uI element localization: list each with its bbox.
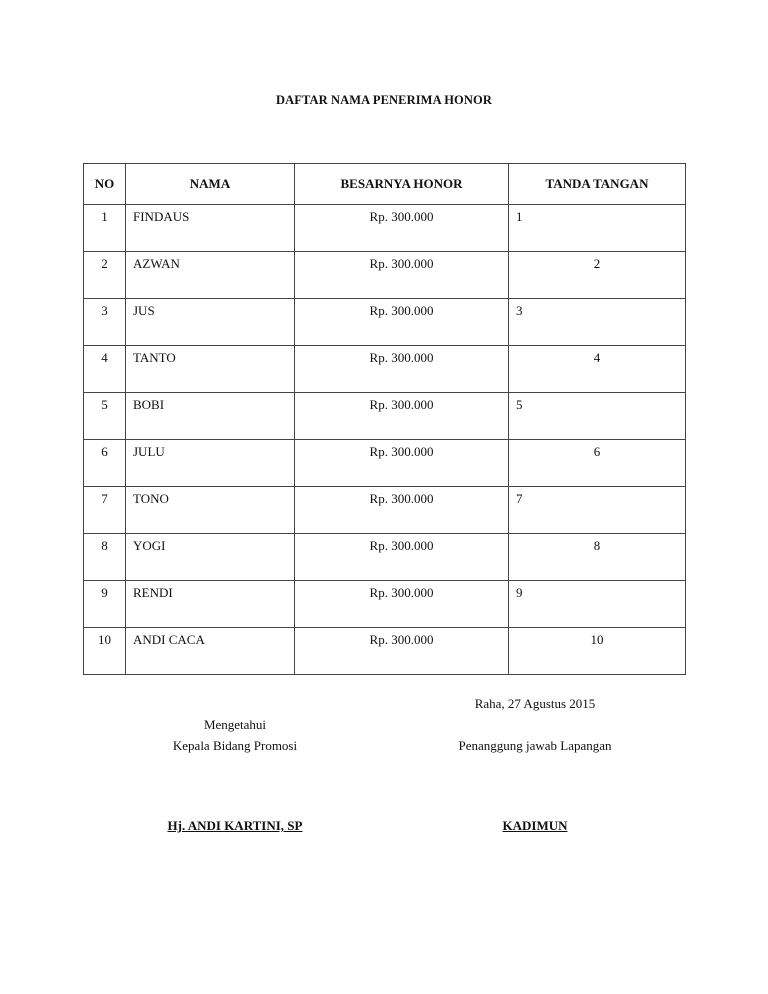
honor-amount: Rp. 300.000 [295,346,509,393]
table-row [84,252,686,299]
right-signer-name: KADIMUN [502,818,568,833]
row-number: 10 [84,628,126,675]
acknowledgement-label: Mengetahui [203,717,267,732]
table-row [84,393,686,440]
recipient-name: BOBI [126,393,295,440]
signature-number: 10 [509,628,686,675]
table-row [84,205,686,252]
table-row [84,346,686,393]
honor-amount: Rp. 300.000 [295,628,509,675]
table-row [84,299,686,346]
recipient-name: FINDAUS [126,205,295,252]
row-number: 7 [84,487,126,534]
signature-number: 2 [509,252,686,299]
honor-amount: Rp. 300.000 [295,252,509,299]
row-number: 6 [84,440,126,487]
honor-amount: Rp. 300.000 [295,393,509,440]
row-number: 3 [84,299,126,346]
right-signer-name-block [425,818,645,834]
row-number: 8 [84,534,126,581]
honor-amount: Rp. 300.000 [295,299,509,346]
table-body [84,205,686,675]
recipient-name: TANTO [126,346,295,393]
signature-number: 3 [509,299,686,346]
signature-number: 9 [509,581,686,628]
row-number: 9 [84,581,126,628]
right-signature-block [425,696,645,776]
honor-amount: Rp. 300.000 [295,534,509,581]
recipient-name: YOGI [126,534,295,581]
recipient-name: TONO [126,487,295,534]
recipient-name: JULU [126,440,295,487]
row-number: 2 [84,252,126,299]
document-title: DAFTAR NAMA PENERIMA HONOR [276,93,492,107]
honor-table [83,163,686,675]
signature-number: 8 [509,534,686,581]
signature-number: 6 [509,440,686,487]
table-row [84,628,686,675]
signature-number: 1 [509,205,686,252]
signature-number: 7 [509,487,686,534]
honor-amount: Rp. 300.000 [295,487,509,534]
table-row [84,581,686,628]
header-nama: NAMA [126,164,295,205]
honor-amount: Rp. 300.000 [295,440,509,487]
table-row [84,440,686,487]
row-number: 5 [84,393,126,440]
table-header-row [84,164,686,205]
header-no: NO [84,164,126,205]
right-signer-role: Penanggung jawab Lapangan [458,738,612,753]
recipient-name: AZWAN [126,252,295,299]
honor-amount: Rp. 300.000 [295,581,509,628]
header-tanda-tangan: TANDA TANGAN [509,164,686,205]
place-date: Raha, 27 Agustus 2015 [474,696,596,711]
signature-number: 4 [509,346,686,393]
recipient-name: ANDI CACA [126,628,295,675]
table-row [84,534,686,581]
signature-number: 5 [509,393,686,440]
left-signature-block [135,717,335,777]
row-number: 1 [84,205,126,252]
row-number: 4 [84,346,126,393]
table-row [84,487,686,534]
recipient-name: JUS [126,299,295,346]
left-signer-name-block [135,818,335,834]
left-signer-name: Hj. ANDI KARTINI, SP [167,818,303,833]
honor-amount: Rp. 300.000 [295,205,509,252]
recipient-name: RENDI [126,581,295,628]
header-honor: BESARNYA HONOR [295,164,509,205]
left-signer-role: Kepala Bidang Promosi [172,738,298,753]
